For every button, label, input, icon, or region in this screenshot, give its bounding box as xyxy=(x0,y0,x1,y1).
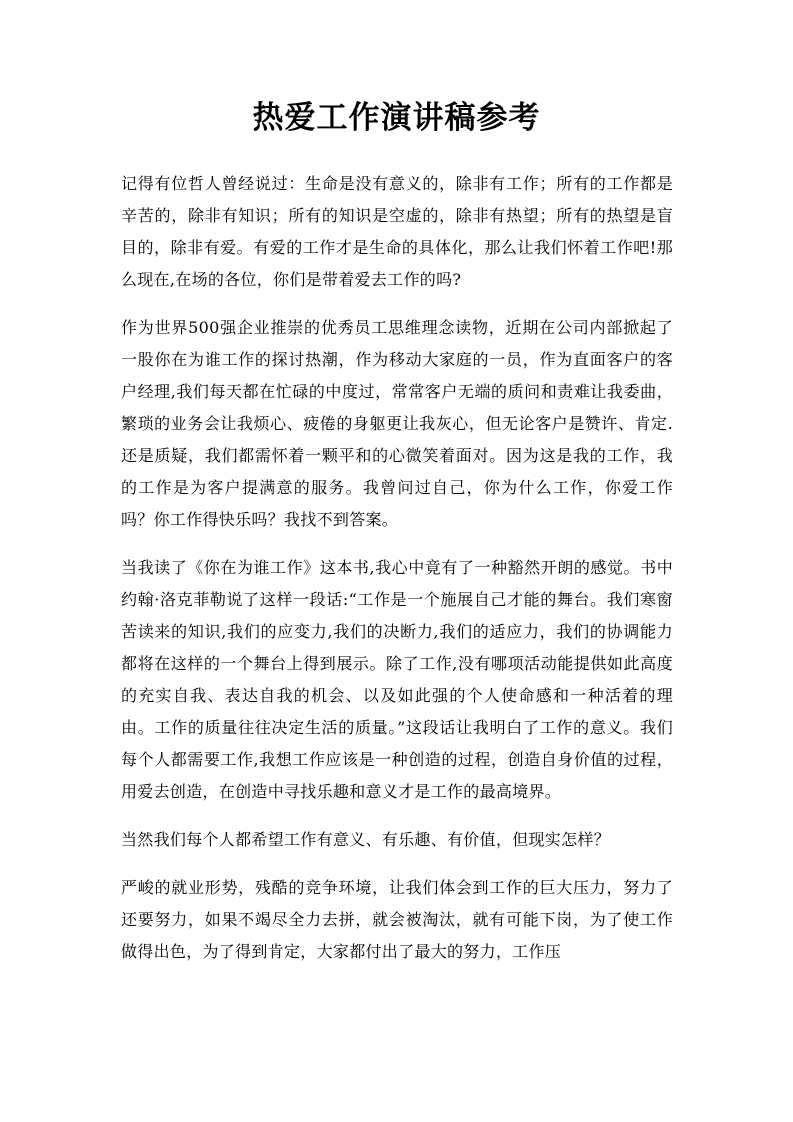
paragraph-4: 当然我们每个人都希望工作有意义、有乐趣、有价值，但现实怎样？ xyxy=(121,830,611,849)
paragraph-2: 作为世界500强企业推崇的优秀员工思维理念读物，近期在公司内部掀起了一股你在为谁工作的探讨热潮，作为移动大家庭的一员，作为直面客户的客户经理,我们每天都在忙碌的中度过，常常客户无端的质问和责难让我委曲，繁琐的业务会让我烦心、疲倦的身躯更让我灰心，但无论客户是赞许、肯定.还是质疑，我们都需怀着一颗平和的心微笑着面对。因为这是我的工作，我的工作是为客户提满意的服务。我曾问过自己，你为什么工作，你爱工作吗？你工作得快乐吗？我找不到答案。 xyxy=(121,318,673,529)
document-title: 热爱工作演讲稿参考 xyxy=(252,100,541,136)
paragraph-1: 记得有位哲人曾经说过：生命是没有意义的，除非有工作；所有的工作都是辛苦的，除非有知识；所有的知识是空虚的，除非有热望；所有的热望是盲目的，除非有爱。有爱的工作才是生命的具体化，那么让我们怀着工作吧!那么现在,在场的各位，你们是带着爱去工作的吗? xyxy=(121,174,673,289)
paragraph-5: 严峻的就业形势，残酷的竞争环境，让我们体会到工作的巨大压力，努力了还要努力，如果不竭尽全力去拼，就会被淘汰，就有可能下岗，为了使工作做得出色，为了得到肯定，大家都付出了最大的努力，工作压 xyxy=(121,878,673,961)
paragraph-3: 当我读了《你在为谁工作》这本书,我心中竟有了一种豁然开朗的感觉。书中约翰·洛克菲勒说了这样一段话:“工作是一个施展自己才能的舞台。我们寒窗苦读来的知识,我们的应变力,我们的决断力,我们的适应力，我们的协调能力都将在这样的一个舞台上得到展示。除了工作,没有哪项活动能提供如此高度的充实自我、表达自我的机会、以及如此强的个人使命感和一种活着的理由。工作的质量往往决定生活的质量。”这段话让我明白了工作的意义。我们每个人都需要工作,我想工作应该是一种创造的过程，创造自身价值的过程，用爱去创造，在创造中寻找乐趣和意义才是工作的最高境界。 xyxy=(121,558,673,801)
document-body xyxy=(121,168,673,984)
